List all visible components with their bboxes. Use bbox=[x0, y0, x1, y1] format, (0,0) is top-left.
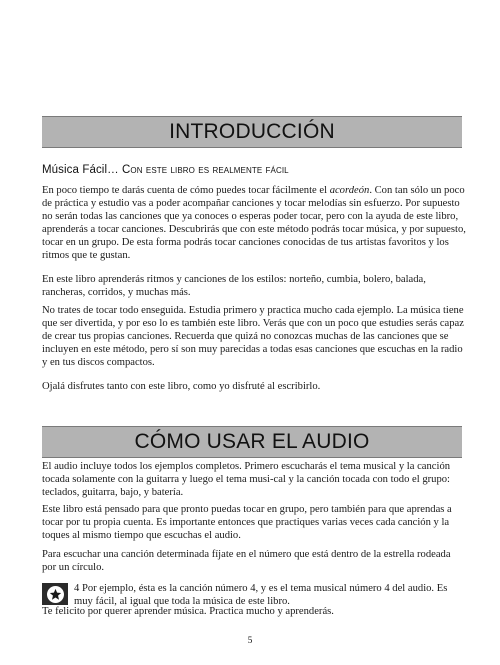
intro-paragraph-4: Ojalá disfrutes tanto con este libro, como yo disfruté al escribirlo. bbox=[42, 381, 321, 392]
section-banner-introduccion bbox=[42, 116, 462, 148]
star-in-circle-icon bbox=[42, 583, 68, 605]
intro-paragraph-1 bbox=[42, 184, 466, 262]
circle-shape bbox=[47, 586, 64, 603]
audio-paragraph-2: Este libro está pensado para que pronto puedas tocar en grupo, pero también para que aprendas a tocar por tu propia cuenta. Es importante entonces que practiques varias veces cada canción y la toques al mismo tiempo que escuchas el audio. bbox=[42, 504, 452, 541]
subheading-rest: Con este libro es realmente fácil bbox=[118, 164, 289, 176]
section-title-introduccion: INTRODUCCIÓN bbox=[169, 120, 335, 143]
intro-paragraph-2: En este libro aprenderás ritmos y canciones de los estilos: norteño, cumbia, bolero, balada, rancheras, corridos, y muchas más. bbox=[42, 274, 426, 298]
section-title-audio: CÓMO USAR EL AUDIO bbox=[134, 430, 370, 453]
audio-example-text: 4 Por ejemplo, ésta es la canción número 4, y es el tema musical número 4 del audio. Es muy fácil, al igual que toda la música de este libro. bbox=[74, 583, 448, 607]
intro-p1-end: . Con tan sólo un poco de práctica y estudio vas a poder acompañar canciones y tocar melodías sin esfuerzo. Por supuesto no serán todas las canciones que ya conoces o esperas poder tocar, pero con la ayuda de este libro, aprenderás a tocar canciones. Descubrirás que con este método podrás tocar música, y por supuesto, tocar en un grupo. De esta forma podrás tocar canciones conocidas de tus artistas favoritos y los ritmos que te gustan. bbox=[42, 185, 466, 261]
audio-paragraph-4: Te felicito por querer aprender música. Practica mucho y aprenderás. bbox=[42, 606, 334, 617]
instrument-name: acordeón bbox=[329, 185, 370, 196]
audio-paragraph-1: El audio incluye todos los ejemplos completos. Primero escucharás el tema musical y la canción tocada solamente con la guitarra y luego el tema musi-cal y la canción tocada con todo el grupo: teclados, guitarra, bajo, y batería. bbox=[42, 461, 451, 498]
star-icon bbox=[49, 588, 62, 601]
page-number: 5 bbox=[247, 636, 253, 646]
intro-p1-start: En poco tiempo te darás cuenta de cómo puedes tocar fácilmente el bbox=[42, 185, 330, 196]
section-banner-audio bbox=[42, 426, 462, 458]
subheading-musica-facil bbox=[42, 164, 289, 176]
audio-paragraph-3: Para escuchar una canción determinada fíjate en el número que está dentro de la estrella rodeada por un círculo. bbox=[42, 549, 451, 573]
subheading-lead: Música Fácil… bbox=[42, 164, 119, 176]
intro-paragraph-3: No trates de tocar todo enseguida. Estudia primero y practica mucho cada ejemplo. La música tiene que ser divertida, y por eso lo es también este libro. Verás que con un poco que estudies serás capaz de crear tus propias canciones. Recuerda que quizá no conozcas muchas de las canciones que se incluyen en este método, pero sí son muy parecidas a todas esas canciones que escuchas en la radio y en tus discos compactos. bbox=[42, 305, 464, 368]
